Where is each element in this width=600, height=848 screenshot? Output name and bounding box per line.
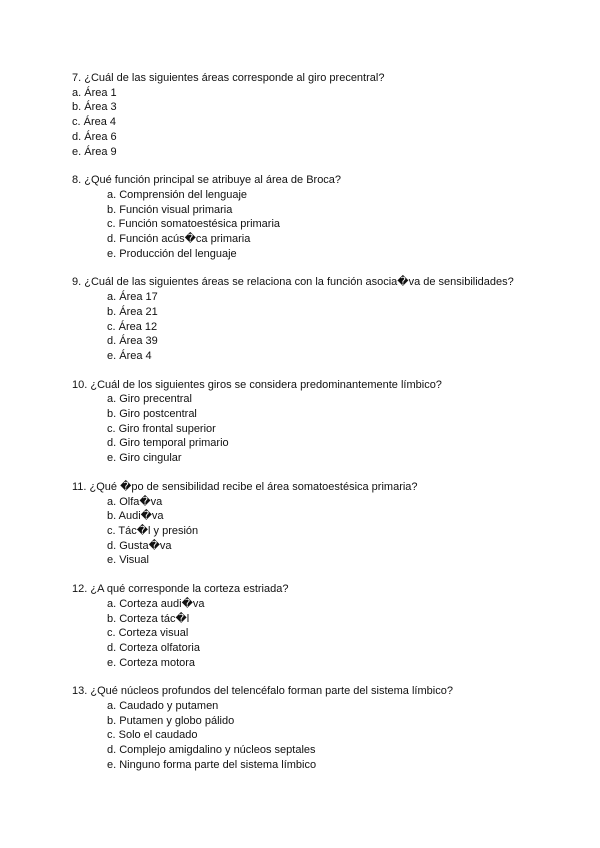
option-list [72,188,572,262]
option-b: b. Giro postcentral [107,408,197,421]
option-d: d. Área 39 [107,335,158,348]
option-d: d. Corteza olfatoria [107,641,200,654]
option-list [72,699,572,773]
option-a: a. Giro precentral [107,393,192,406]
option-d: d. Gusta�va [107,539,172,552]
question-13 [72,684,572,772]
option-e: e. Visual [107,554,149,567]
option-c: c. Tác�l y presión [107,524,199,537]
question-8 [72,173,572,261]
option-c: c. Área 4 [72,116,117,129]
option-e: e. Giro cingular [107,452,182,465]
option-list [72,86,572,160]
option-a: a. Área 17 [107,291,158,304]
option-b: b. Área 21 [107,305,158,318]
option-d: d. Área 6 [72,130,117,143]
question-10 [72,378,572,466]
option-b: b. Función visual primaria [107,203,233,216]
question-text: 8. ¿Qué función principal se atribuye al área de Broca? [72,174,342,187]
question-text: 10. ¿Cuál de los siguientes giros se considera predominantemente límbico? [72,378,442,391]
question-text: 9. ¿Cuál de las siguientes áreas se relaciona con la función asocia�va de sensibilidades? [72,276,514,289]
option-a: a. Corteza audi�va [107,597,205,610]
document-page [72,71,572,787]
question-text: 12. ¿A qué corresponde la corteza estriada? [72,583,289,596]
option-list [72,597,572,671]
question-text: 13. ¿Qué núcleos profundos del telencéfalo forman parte del sistema límbico? [72,685,453,698]
option-c: c. Función somatoestésica primaria [107,218,281,231]
option-e: e. Área 9 [72,145,117,158]
question-text: 11. ¿Qué �po de sensibilidad recibe el área somatoestésica primaria? [72,480,418,493]
question-9 [72,275,572,363]
option-b: b. Corteza tác�l [107,612,190,625]
option-c: c. Corteza visual [107,627,189,640]
option-a: a. Área 1 [72,86,117,99]
option-e: e. Corteza motora [107,656,196,669]
option-e: e. Producción del lenguaje [107,247,237,260]
option-e: e. Área 4 [107,349,152,362]
option-d: d. Función acús�ca primaria [107,233,251,246]
option-list [72,392,572,466]
question-11 [72,480,572,568]
option-c: c. Área 12 [107,320,158,333]
option-list [72,290,572,364]
option-e: e. Ninguno forma parte del sistema límbico [107,758,317,771]
option-d: d. Complejo amigdalino y núcleos septales [107,744,316,757]
option-c: c. Solo el caudado [107,729,198,742]
option-c: c. Giro frontal superior [107,422,216,435]
option-b: b. Área 3 [72,101,117,114]
option-b: b. Audi�va [107,510,164,523]
option-d: d. Giro temporal primario [107,437,229,450]
option-b: b. Putamen y globo pálido [107,714,235,727]
question-text: 7. ¿Cuál de las siguientes áreas corresponde al giro precentral? [72,72,385,84]
question-7 [72,71,572,159]
option-list [72,495,572,569]
option-a: a. Comprensión del lenguaje [107,188,248,201]
option-a: a. Caudado y putamen [107,700,219,713]
question-12 [72,582,572,670]
option-a: a. Olfa�va [107,495,163,508]
